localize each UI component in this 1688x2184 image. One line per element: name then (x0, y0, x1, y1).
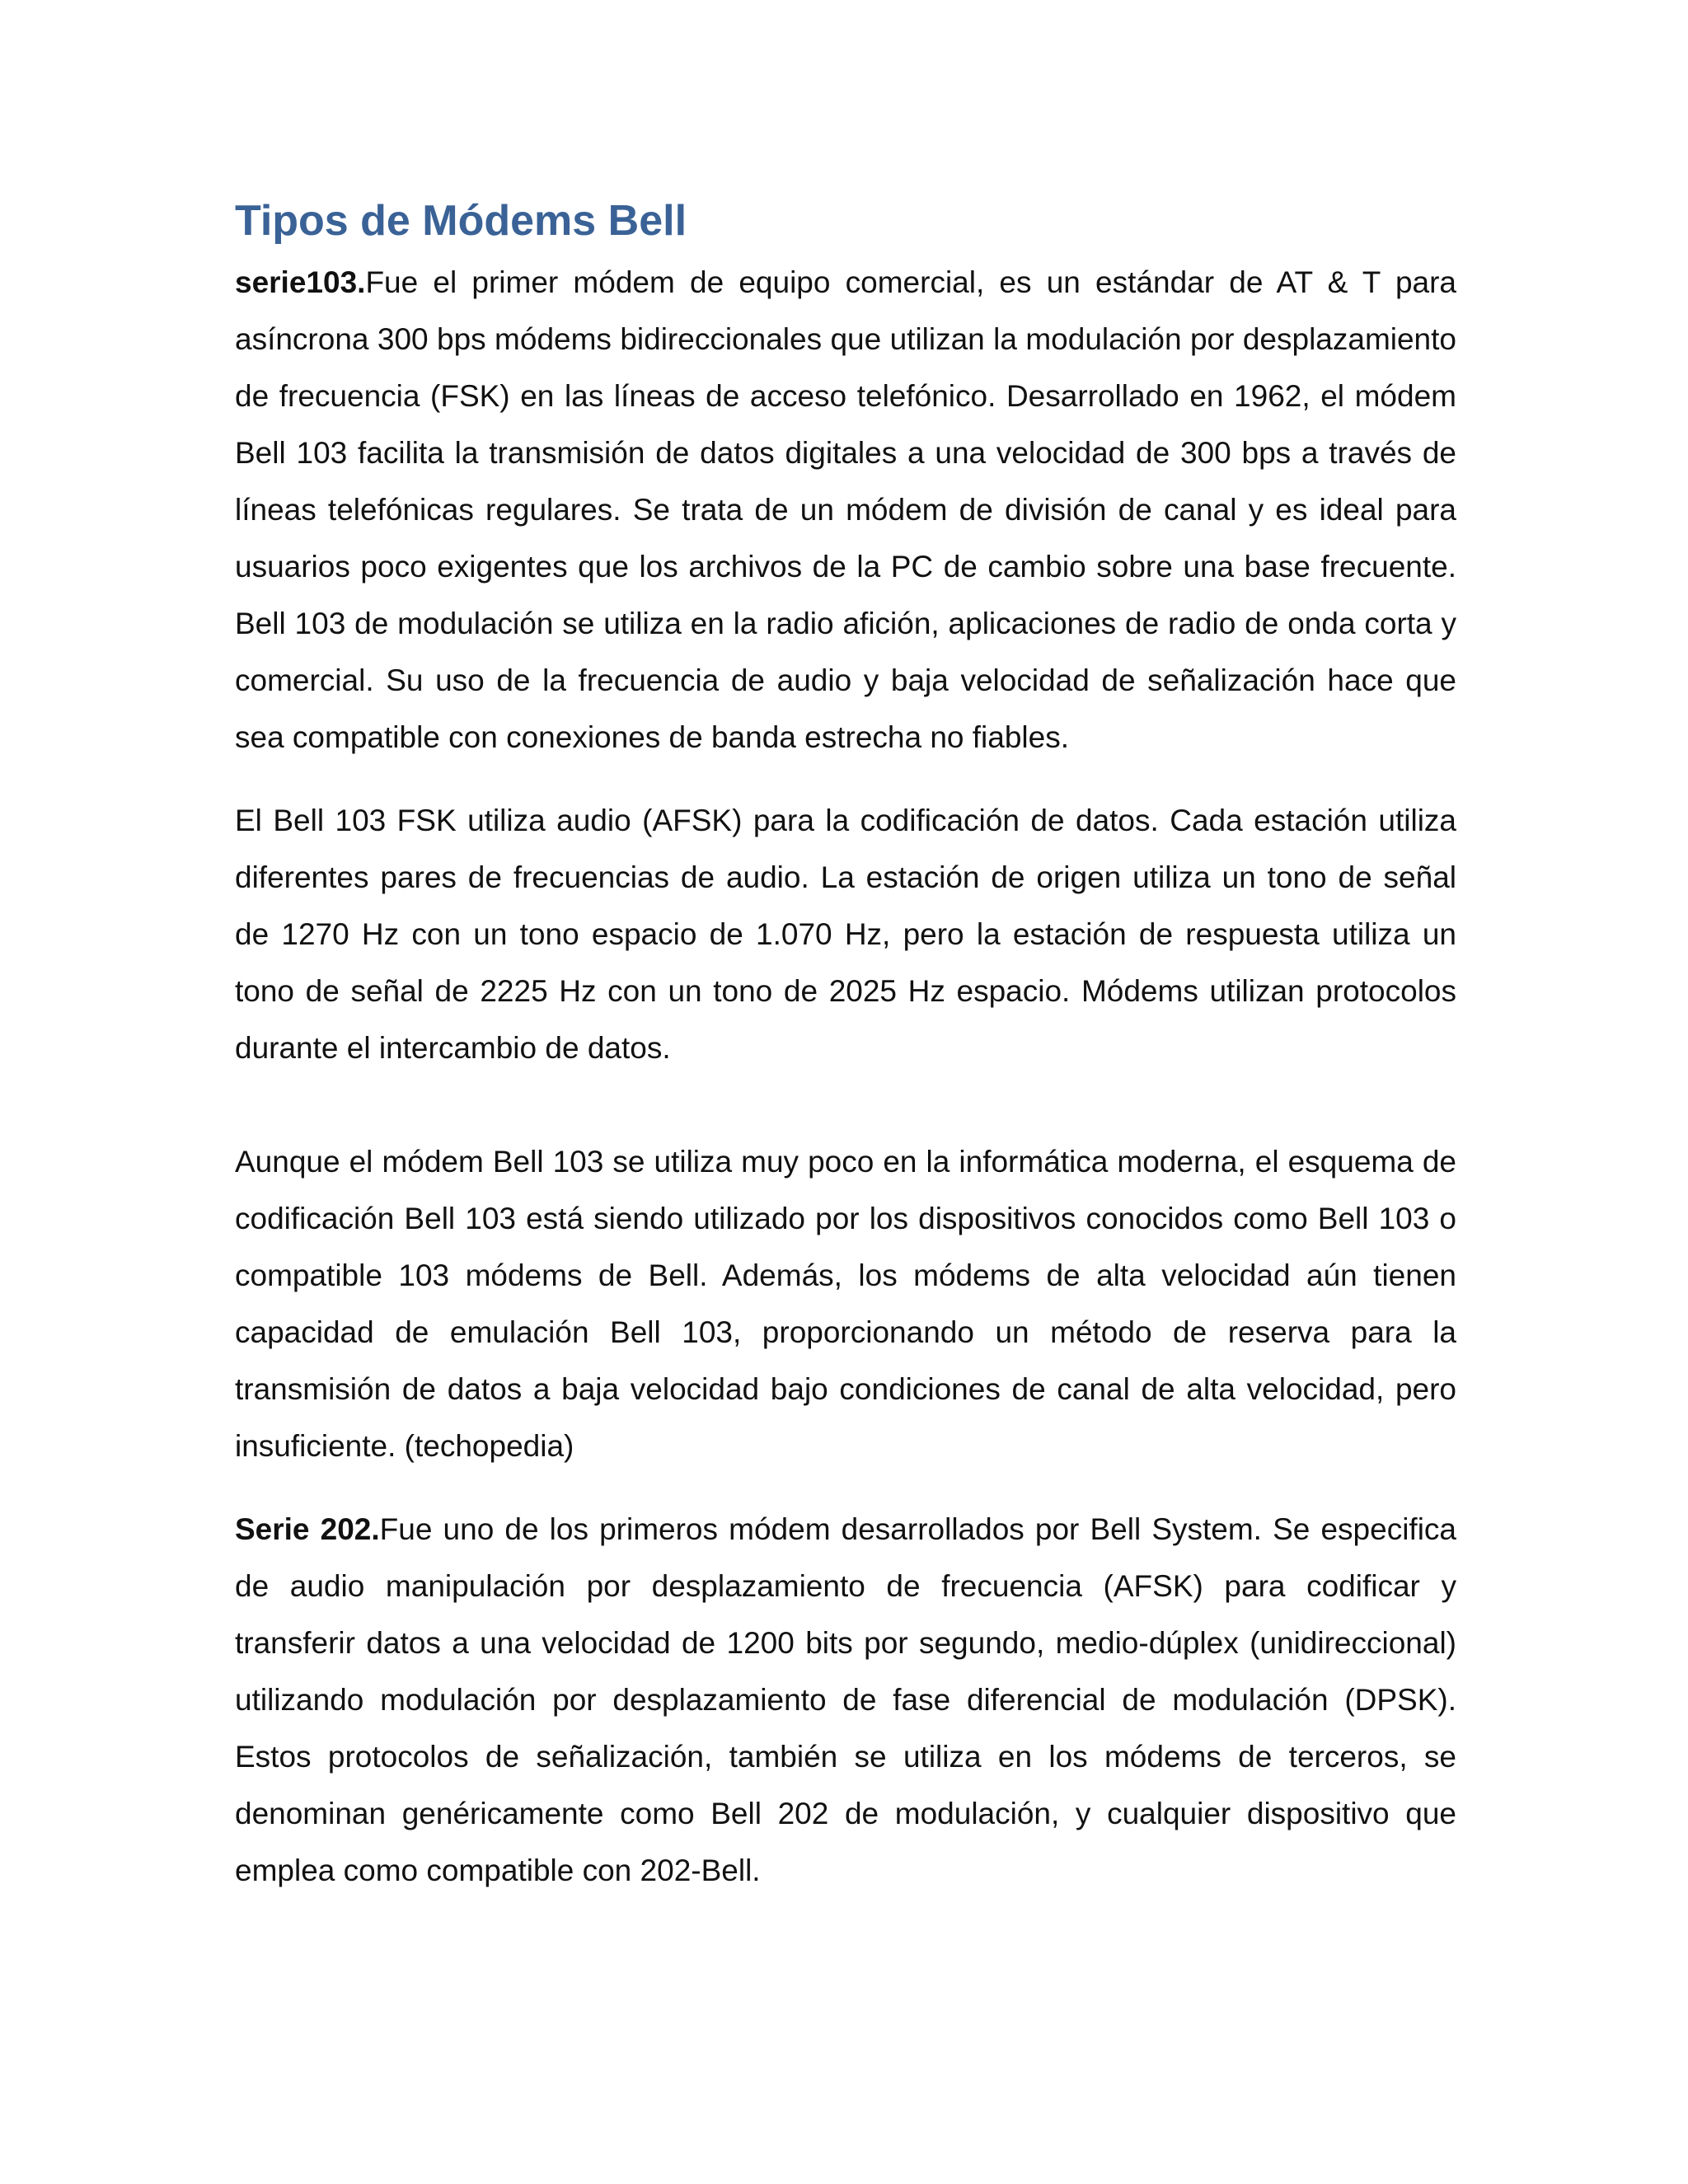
paragraph-aunque (235, 1133, 1456, 1474)
paragraph-text-fsk: El Bell 103 FSK utiliza audio (AFSK) para la codificación de datos. Cada estación utiliza diferentes pares de frecuencias de audio. La estación de origen utiliza un tono de señal de 1270 Hz con un tono espacio de 1.070 Hz, pero la estación de respuesta utiliza un tono de señal de 2225 Hz con un tono de 2025 Hz espacio. Módems utilizan protocolos durante el intercambio de datos. (235, 804, 1456, 1065)
paragraph-lead-202: Serie 202. (235, 1512, 380, 1546)
paragraph-fsk (235, 792, 1456, 1076)
paragraph-serie-202 (235, 1501, 1456, 1899)
paragraph-text-103: Fue el primer módem de equipo comercial, es un estándar de AT & T para asíncrona 300 bps módems bidireccionales que utilizan la modulación por desplazamiento de frecuencia (FSK) en las líneas de acceso telefónico. Desarrollado en 1962, el módem Bell 103 facilita la transmisión de datos digitales a una velocidad de 300 bps a través de líneas telefónicas regulares. Se trata de un módem de división de canal y es ideal para usuarios poco exigentes que los archivos de la PC de cambio sobre una base frecuente. Bell 103 de modulación se utiliza en la radio afición, aplicaciones de radio de onda corta y comercial. Su uso de la frecuencia de audio y baja velocidad de señalización hace que sea compatible con conexiones de banda estrecha no fiables. (235, 265, 1456, 754)
page-title: Tipos de Módems Bell (235, 197, 687, 245)
paragraph-serie-103 (235, 254, 1456, 766)
paragraph-lead-103: serie103. (235, 265, 366, 299)
document-content (235, 188, 1456, 1899)
paragraph-text-aunque: Aunque el módem Bell 103 se utiliza muy poco en la informática moderna, el esquema de codificación Bell 103 está siendo utilizado por los dispositivos conocidos como Bell 103 o compatible 103 módems de Bell. Además, los módems de alta velocidad aún tienen capacidad de emulación Bell 103, proporcionando un método de reserva para la transmisión de datos a baja velocidad bajo condiciones de canal de alta velocidad, pero insuficiente. (techopedia) (235, 1145, 1456, 1463)
paragraph-text-202: Fue uno de los primeros módem desarrollados por Bell System. Se especifica de audio manipulación por desplazamiento de frecuencia (AFSK) para codificar y transferir datos a una velocidad de 1200 bits por segundo, medio-dúplex (unidireccional) utilizando modulación por desplazamiento de fase diferencial de modulación (DPSK). Estos protocolos de señalización, también se utiliza en los módems de terceros, se denominan genéricamente como Bell 202 de modulación, y cualquier dispositivo que emplea como compatible con 202-Bell. (235, 1512, 1456, 1887)
